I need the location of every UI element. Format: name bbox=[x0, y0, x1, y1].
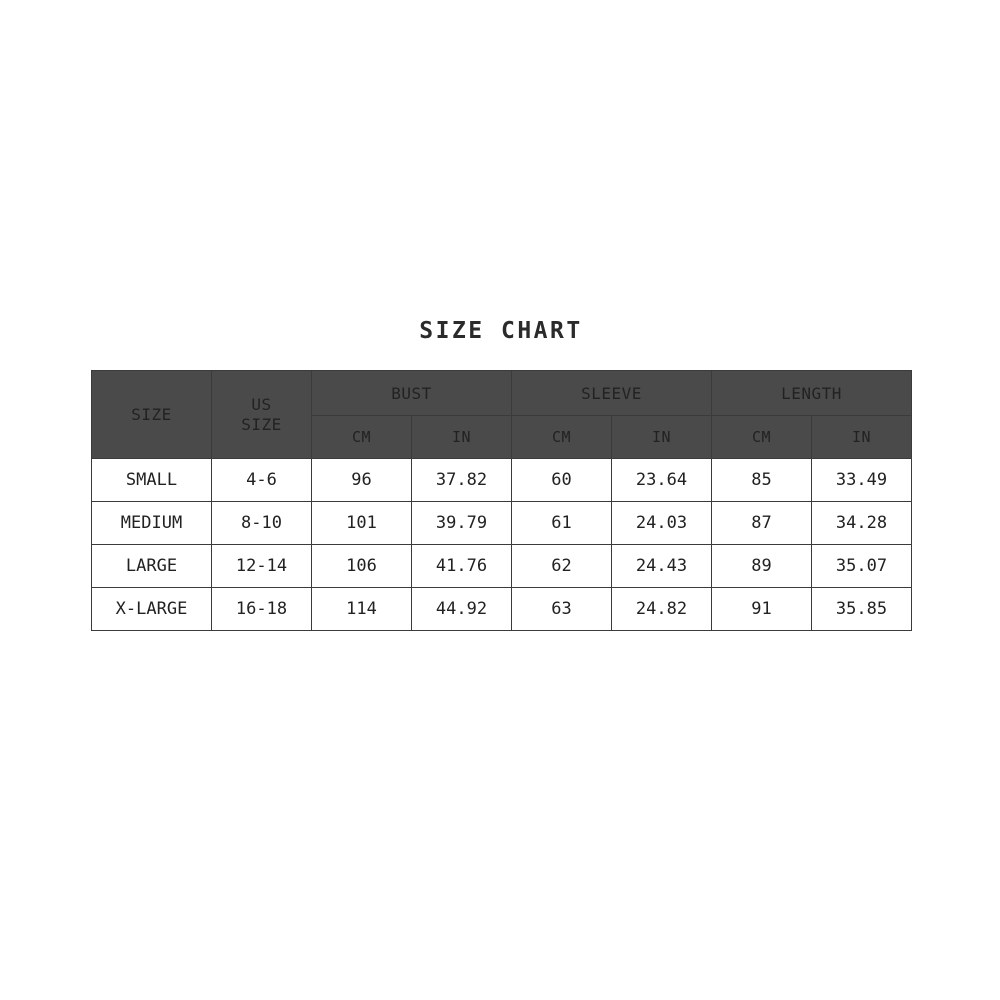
column-header-sleeve: SLEEVE bbox=[512, 371, 712, 416]
cell-sleeve-cm: 62 bbox=[512, 545, 612, 588]
cell-us-size: 12-14 bbox=[212, 545, 312, 588]
cell-sleeve-cm: 63 bbox=[512, 588, 612, 631]
table-body bbox=[92, 459, 912, 631]
page-title: SIZE CHART bbox=[419, 318, 583, 344]
cell-sleeve-cm: 61 bbox=[512, 502, 612, 545]
cell-bust-cm: 101 bbox=[312, 502, 412, 545]
column-header-us-size bbox=[212, 371, 312, 459]
column-header-bust-in: IN bbox=[412, 416, 512, 459]
column-header-sleeve-cm: CM bbox=[512, 416, 612, 459]
cell-bust-in: 37.82 bbox=[412, 459, 512, 502]
us-size-line-1: US bbox=[251, 394, 272, 414]
cell-bust-in: 41.76 bbox=[412, 545, 512, 588]
size-chart-container bbox=[91, 318, 911, 631]
table-header bbox=[92, 371, 912, 459]
cell-length-in: 33.49 bbox=[812, 459, 912, 502]
cell-length-cm: 85 bbox=[712, 459, 812, 502]
column-header-length: LENGTH bbox=[712, 371, 912, 416]
cell-sleeve-in: 24.82 bbox=[612, 588, 712, 631]
cell-bust-in: 39.79 bbox=[412, 502, 512, 545]
cell-sleeve-in: 23.64 bbox=[612, 459, 712, 502]
column-header-length-cm: CM bbox=[712, 416, 812, 459]
cell-bust-cm: 114 bbox=[312, 588, 412, 631]
cell-sleeve-in: 24.43 bbox=[612, 545, 712, 588]
cell-length-cm: 87 bbox=[712, 502, 812, 545]
table-row bbox=[92, 588, 912, 631]
cell-bust-cm: 96 bbox=[312, 459, 412, 502]
table-row bbox=[92, 502, 912, 545]
us-size-line-2: SIZE bbox=[241, 414, 282, 434]
column-header-size: SIZE bbox=[92, 371, 212, 459]
cell-size: SMALL bbox=[92, 459, 212, 502]
cell-us-size: 16-18 bbox=[212, 588, 312, 631]
cell-us-size: 8-10 bbox=[212, 502, 312, 545]
column-header-bust-cm: CM bbox=[312, 416, 412, 459]
cell-length-cm: 89 bbox=[712, 545, 812, 588]
size-chart-table bbox=[91, 370, 912, 631]
column-header-bust: BUST bbox=[312, 371, 512, 416]
table-row bbox=[92, 545, 912, 588]
cell-sleeve-in: 24.03 bbox=[612, 502, 712, 545]
cell-bust-in: 44.92 bbox=[412, 588, 512, 631]
cell-length-in: 35.07 bbox=[812, 545, 912, 588]
cell-size: LARGE bbox=[92, 545, 212, 588]
cell-size: MEDIUM bbox=[92, 502, 212, 545]
table-header-row-groups bbox=[92, 371, 912, 416]
cell-length-cm: 91 bbox=[712, 588, 812, 631]
table-row bbox=[92, 459, 912, 502]
column-header-sleeve-in: IN bbox=[612, 416, 712, 459]
cell-length-in: 34.28 bbox=[812, 502, 912, 545]
cell-bust-cm: 106 bbox=[312, 545, 412, 588]
cell-sleeve-cm: 60 bbox=[512, 459, 612, 502]
cell-us-size: 4-6 bbox=[212, 459, 312, 502]
cell-length-in: 35.85 bbox=[812, 588, 912, 631]
column-header-length-in: IN bbox=[812, 416, 912, 459]
cell-size: X-LARGE bbox=[92, 588, 212, 631]
